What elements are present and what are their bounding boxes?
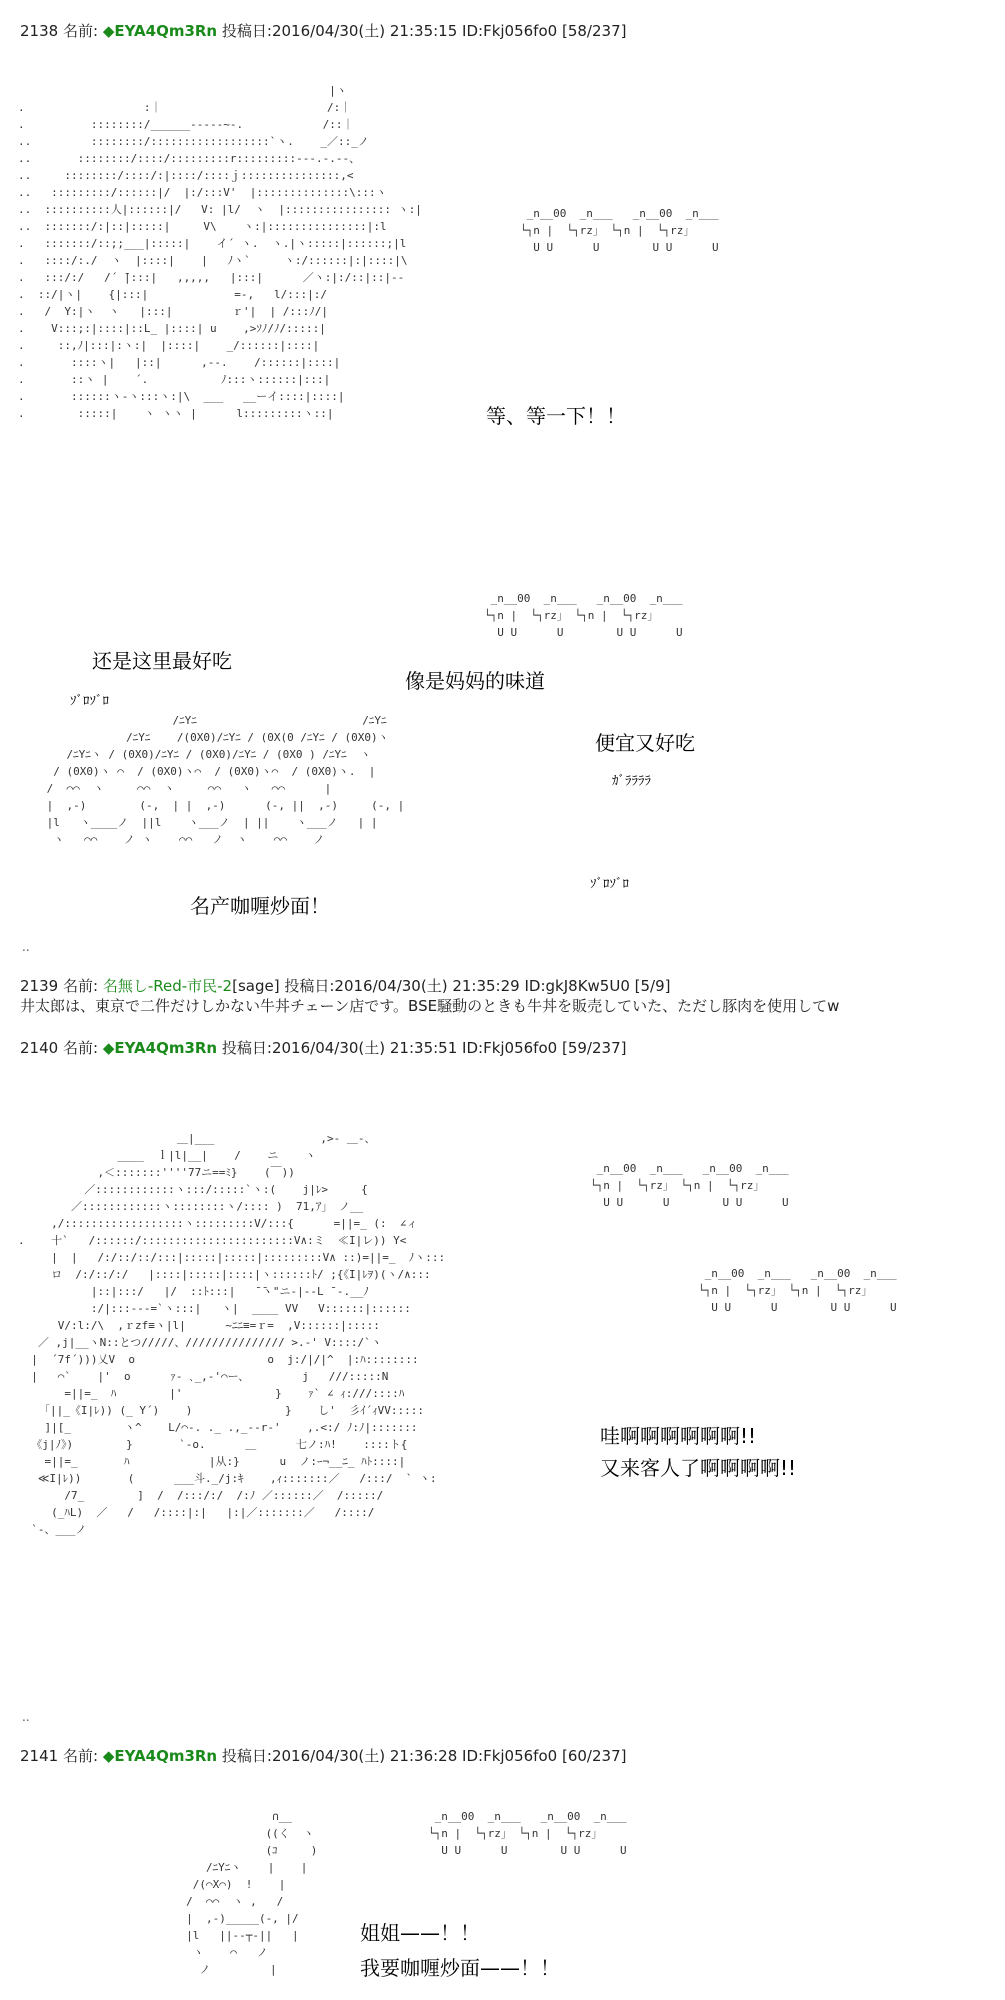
post-header [20,1037,626,1058]
poster-tripcode[interactable]: ◆EYA4Qm3Rn [102,1039,218,1057]
sfx-zorozoro: ｿﾞﾛｿﾞﾛ [590,877,629,892]
ascii-art-girl-screaming: ＿|___ ,>- ＿-、 ____ ｌ|l|__| / ニ ヽ ,＜:::::::''''77ニ==ﾐ} (￣)) ／::::::::::::ヽ:::/:::::`ヽ:( j|ﾚ> { ／::::::::::::ヽ::::::::ヽ/:::: ) 71,ｱ」 ノ__ ,/::::::::::::::::::ヽ:::::::::V/:::{ =||=_ (: ∠ィ . 十` /::::::/:::::::::::::::::::::::V∧:ミ ≪I|レ)) Y< | | /:/::/::/:::|:::::|:::::|:::::::::V∧ ::)=||=_ ﾉヽ::: ロ /:/::/:/ |::::|:::::|::::|ヽ::::::ﾄ/ ;{《I|ﾚｦ)(ヽ/∧::: |::|:::/ |/ ::ﾄ:::| ̄ ̄ヽ"ニ-|--L ̄ -.__ﾉ :/|:::---=`ヽ:::| ヽ| ____ VV V::::::|:::::: V/:l:/\ ,ｒzf≡ヽ|l| ~ﾆﾆ≡=ｒ= ,V::::::|::::: ／ ,j|__ヽN::とつ/////、/////////////// >.-' V::::/`ヽ | ´7f´)))乂V o o j:/|/|^ |:ﾊ:::::::: | ⌒` |' o ｧ- ､_,-'⌒ー、 j ///:::::N =||=_ ﾊ |' } ｧ` ∠ ｨ:///::::ﾊ ｢||_《I|ﾚ)) (_ Y´) ) } し' 彡ｲ´ｨVV::::: ]|[_ ヽ^ L/⌒-. ._ .,_--r-' ,.<:/ ﾉ:ﾉ|::::::: 《j|ﾉ》) } `-o. ＿ 七ノ:ﾊ! ::::ト{ =||=_ ﾊ |从:} u ノ:ｰ¬__ﾆ_ ﾊﾄ::::| ≪I|ﾚ)) ( ___斗._/j:ｷ ,ｨ:::::::／ /:::/ ` ヽ: /7_ ] / /:::/:/ /:ﾉ ／::::::／ /:::::/ (_ﾊL) ／ / /::::|:| |:|／:::::::／ /::::/ `-、___ノ [18,1132,446,1536]
post-body: 井太郎は、東京で二件だけしかない牛丼チェーン店です。BSE騒動のときも牛丼を販売していた、ただし豚肉を使用してw [20,997,840,1015]
ascii-art-girl-small: ∩__ ((く ヽ (ｺ ) /ﾆYﾆヽ | | /(⌒X⌒) ! | / ⌒⌒ ヽ , / | ,-)_____(-, |/ |l ||--┬-|| | ヽ ⌒ ノ ノ | [186,1810,318,1976]
poster-tripcode[interactable]: ◆EYA4Qm3Rn [102,22,218,40]
post-count: [5/9] [634,977,671,995]
post-count: [59/237] [561,1039,627,1057]
post-header [20,1745,626,1766]
caption-wait: 等、等一下！！ [486,404,626,428]
poster-id[interactable]: ID:Fkj056fo0 [462,1039,558,1057]
post-date: 投稿日:2016/04/30(土) 21:36:28 [221,1747,458,1765]
poster-id[interactable]: ID:gkJ8Kw5U0 [524,977,630,995]
ascii-sign: _n__00 _n___ _n__00 _n___ └┐n | └┐rz」 └┐n | └┐rz」 U U U U U U [484,592,683,639]
name-label: 名前: [62,977,99,995]
sfx-zorozoro: ｿﾞﾛｿﾞﾛ [70,694,109,709]
post-number: 2139 [20,977,59,995]
caption-still-best: 还是这里最好吃 [92,649,232,673]
caption-specialty: 名产咖喱炒面！ [190,894,330,918]
sfx-garara: ｶﾞﾗﾗﾗﾗ [612,774,651,789]
post-date: 投稿日:2016/04/30(土) 21:35:15 [221,22,458,40]
caption-sister: 姐姐——！！ [360,1921,480,1945]
poster-tripcode[interactable]: ◆EYA4Qm3Rn [102,1747,218,1765]
caption-want: 我要咖喱炒面——！！ [360,1956,560,1980]
poster-name[interactable]: 名無し-Red-市民-2 [102,977,233,995]
name-label: 名前: [62,1039,99,1057]
post-header [20,975,671,996]
post-header [20,20,626,41]
caption-again: 又来客人了啊啊啊啊!! [600,1456,797,1480]
name-label: 名前: [62,22,99,40]
ascii-sign: _n__00 _n___ _n__00 _n___ └┐n | └┐rz」 └┐n | └┐rz」 U U U U U U [590,1162,789,1209]
ascii-sign: _n__00 _n___ _n__00 _n___ └┐n | └┐rz」 └┐n | └┐rz」 U U U U U U [520,207,719,254]
ascii-art-girl: |ヽ . :｜ /:｜ . ::::::::/______-----~-. /::｜ .. ::::::::/::::::::::::::::::`ヽ. _／::_ノ .. ::::::::/::::/:::::::::r:::::::::---.-.--、 .. ::::::::/::::/:|::::/::::ｊ:::::::::::::::,< .. :::::::::/::::::|/ |:/:::V' |::::::::::::::\:::ヽ .. ::::::::::人|::::::|/ V: |l/ ヽ |:::::::::::::::: ヽ:| .. :::::::/:|::|:::::| V\ ヽ:|:::::::::::::::|:l . :::::::/::;;___|:::::| イ´ ヽ. ヽ.|ヽ:::::|::::::;|l . ::::/:./ ヽ |::::| | ﾉヽ` ヽ:/::::::|:|::::|\ . :::/:/ /´ ̄|:::| ,,,,, |:::| ／ヽ:|:/::|::|-- . ::/|ヽ| {|:::| =-, l/:::|:/ . / Y:|ヽ ヽ |:::| ｒ'| | /:::ﾉ/| . V:::;:|::::|::L_ |::::| u ,>ｿﾉ/ﾉ/:::::| . ::,ﾉ|:::|:ヽ:| |::::| _/::::::|::::| . ::::ヽ| |::| ,--. /::::::|::::| . ::ヽ | ´. ﾉ:::ヽ::::::|:::| . ::::::ヽ-ヽ:::ヽ:|\ ___ __ーイ::::|::::| . :::::| ヽ ヽヽ | l:::::::::ヽ::| [18,84,422,420]
ascii-sign: _n__00 _n___ _n__00 _n___ └┐n | └┐rz」 └┐n | └┐rz」 U U U U U U [698,1267,897,1314]
post-separator: .. [22,940,30,954]
name-label: 名前: [62,1747,99,1765]
ascii-sign: _n__00 _n___ _n__00 _n___ └┐n | └┐rz」 └┐n | └┐rz」 U U U U U U [428,1810,627,1857]
caption-cheap: 便宜又好吃 [595,731,695,755]
caption-like-mom: 像是妈妈的味道 [405,669,545,693]
post-number: 2138 [20,22,59,40]
post-date: 投稿日:2016/04/30(土) 21:35:29 [284,977,520,995]
post-number: 2140 [20,1039,59,1057]
poster-id[interactable]: ID:Fkj056fo0 [462,1747,558,1765]
sage-tag: [sage] [232,977,280,995]
post-number: 2141 [20,1747,59,1765]
post-separator: .. [22,1710,30,1724]
post-count: [58/237] [561,22,627,40]
ascii-art-crowd: /ﾆYﾆ /ﾆYﾆ /ﾆYﾆ /(0X0)/ﾆYﾆ / (0X(0 /ﾆYﾆ / (0X0)ヽ /ﾆYﾆヽ / (0X0)/ﾆYﾆ / (0X0)/ﾆYﾆ / (0X0 ) /ﾆYﾆ ヽ / (0X0)ヽ ⌒ / (0X0)ヽ⌒ / (0X0)ヽ⌒ / (0X0)ヽ. | / ⌒⌒ ヽ ⌒⌒ ヽ ⌒⌒ ヽ ⌒⌒ | | ,-) (-, | | ,-) (-, || ,-) (-, | |l ヽ____ノ ||l ヽ___ノ | || ヽ___ノ | | ヽ ⌒⌒ ノ ヽ ⌒⌒ ノ ヽ ⌒⌒ ノ [46,714,405,846]
poster-id[interactable]: ID:Fkj056fo0 [462,22,558,40]
post-date: 投稿日:2016/04/30(土) 21:35:51 [221,1039,458,1057]
post-count: [60/237] [561,1747,627,1765]
caption-waah: 哇啊啊啊啊啊啊!! [600,1424,757,1448]
